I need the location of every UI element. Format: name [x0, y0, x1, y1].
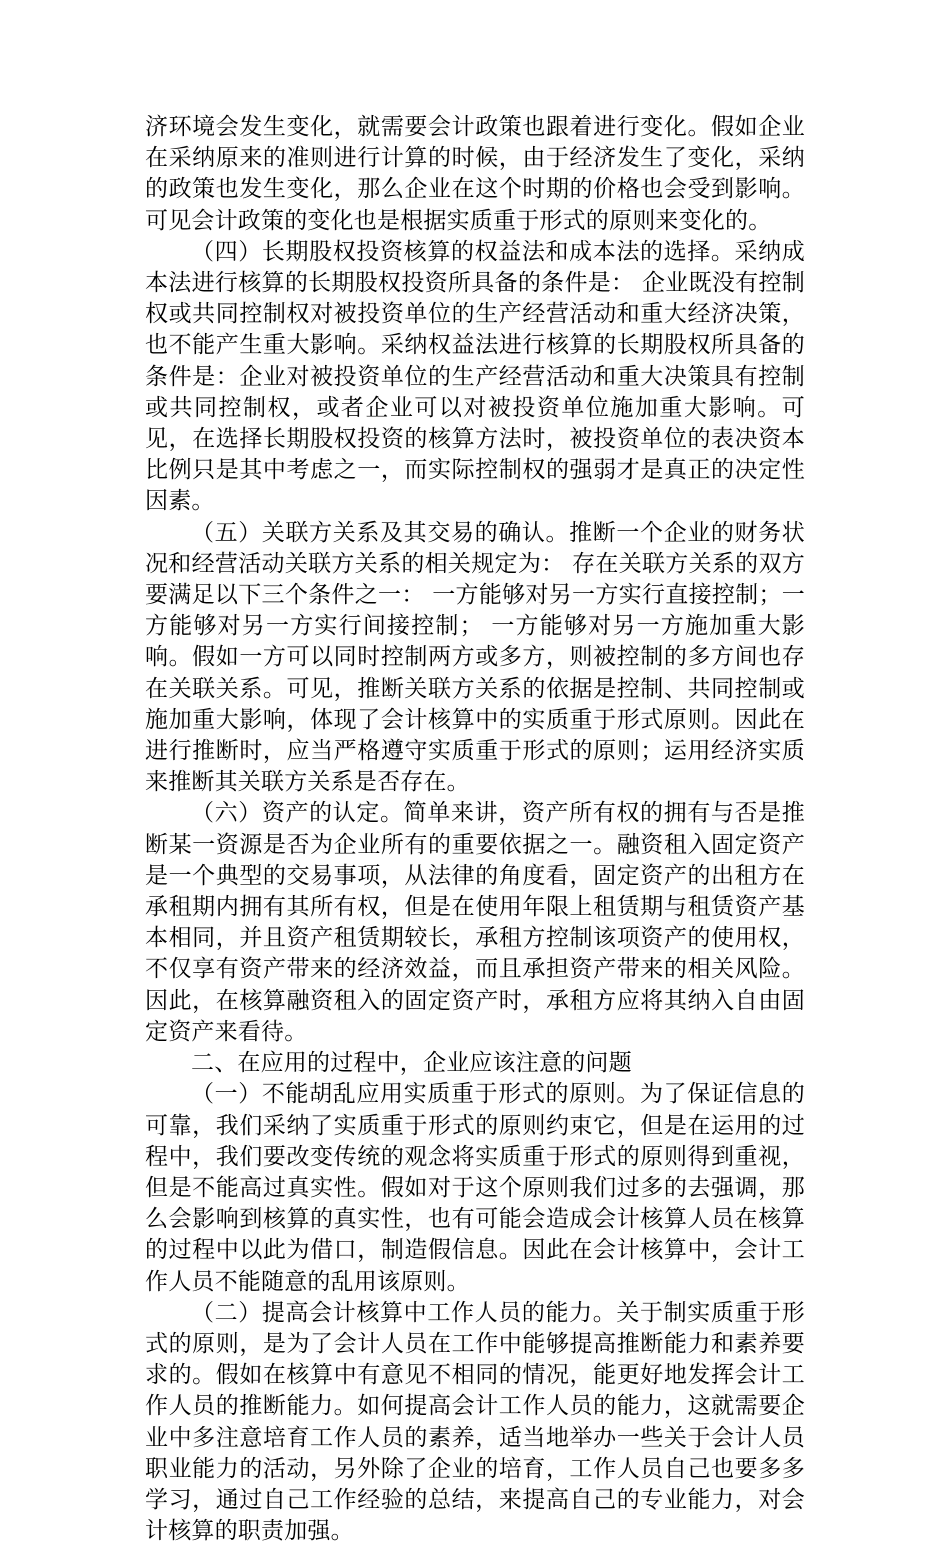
section-heading: 二、在应用的过程中，企业应该注意的问题: [191, 1050, 632, 1077]
paragraph-related-party: （五）关联方关系及其交易的确认。推断一个企业的财务状况和经营活动关联方关系的相关规定为： 存在关联方关系的双方要满足以下三个条件之一： 一方能够对另一方实行直接控制；一方能够对另一方实行间接控制； 一方能够对另一方施加重大影响。假如一方可以同时控制两方或多方，则被控制的多方间也存在关联关系。可见，推断关联方关系的依据是控制、共同控制或施加重大影响，体现了会计核算中的实质重于形式原则。因此在进行推断时，应当严格遵守实质重于形式的原则；运用经济实质来推断其关联方关系是否存在。: [145, 519, 805, 796]
document-body: [145, 112, 805, 1547]
paragraph-improve-ability: （二）提高会计核算中工作人员的能力。关于制实质重于形式的原则，是为了会计人员在工作中能够提高推断能力和素养要求的。假如在核算中有意见不相同的情况，能更好地发挥会计工作人员的推断能力。如何提高会计工作人员的能力，这就需要企业中多注意培育工作人员的素养，适当地举办一些关于会计人员职业能力的活动，另外除了企业的培育，工作人员自己也要多多学习，通过自己工作经验的总结，来提高自己的专业能力，对会计核算的职责加强。: [145, 1299, 805, 1545]
paragraph-continuation: 济环境会发生变化，就需要会计政策也跟着进行变化。假如企业在采纳原来的准则进行计算的时候，由于经济发生了变化，采纳的政策也发生变化，那么企业在这个时期的价格也会受到影响。可见会计政策的变化也是根据实质重于形式的原则来变化的。: [145, 114, 805, 234]
paragraph-no-misuse: （一）不能胡乱应用实质重于形式的原则。为了保证信息的可靠，我们采纳了实质重于形式的原则约束它，但是在运用的过程中，我们要改变传统的观念将实质重于形式的原则得到重视，但是不能高过真实性。假如对于这个原则我们过多的去强调，那么会影响到核算的真实性，也有可能会造成会计核算人员在核算的过程中以此为借口，制造假信息。因此在会计核算中，会计工作人员不能随意的乱用该原则。: [145, 1081, 805, 1295]
paragraph-long-term-equity-investment: （四）长期股权投资核算的权益法和成本法的选择。采纳成本法进行核算的长期股权投资所具备的条件是： 企业既没有控制权或共同控制权对被投资单位的生产经营活动和重大经济决策，也不能产生重大影响。采纳权益法进行核算的长期股权所具备的条件是：企业对被投资单位的生产经营活动和重大决策具有控制或共同控制权，或者企业可以对被投资单位施加重大影响。可见，在选择长期股权投资的核算方法时，被投资单位的表决资本比例只是其中考虑之一，而实际控制权的强弱才是真正的决定性因素。: [145, 238, 805, 515]
paragraph-asset-recognition: （六）资产的认定。简单来讲，资产所有权的拥有与否是推断某一资源是否为企业所有的重要依据之一。融资租入固定资产是一个典型的交易事项，从法律的角度看，固定资产的出租方在承租期内拥有其所有权，但是在使用年限上租赁期与租赁资产基本相同，并且资产租赁期较长，承租方控制该项资产的使用权，不仅享有资产带来的经济效益，而且承担资产带来的相关风险。因此，在核算融资租入的固定资产时，承租方应将其纳入自由固定资产来看待。: [145, 800, 805, 1045]
